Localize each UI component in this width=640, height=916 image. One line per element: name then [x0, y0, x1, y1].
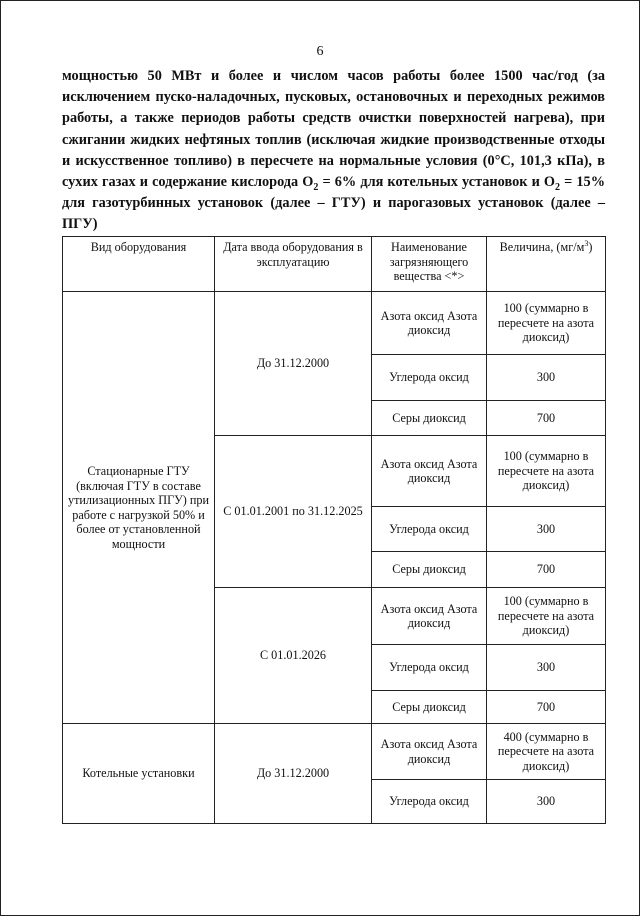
page-number: 6 — [316, 44, 324, 59]
value-cell: 700 — [487, 691, 606, 724]
value-cell: 300 — [487, 645, 606, 691]
commission-date-cell: С 01.01.2026 — [215, 588, 372, 724]
table-row — [63, 292, 606, 355]
intro-subscript-1: 2 — [313, 181, 319, 193]
substance-cell: Углерода оксид — [372, 780, 487, 824]
value-cell: 700 — [487, 401, 606, 436]
substance-cell: Азота оксид Азота диоксид — [372, 588, 487, 645]
substance-cell: Серы диоксид — [372, 691, 487, 724]
header-commission-date: Дата ввода оборудования в эксплуатацию — [215, 237, 372, 292]
commission-date-cell: С 01.01.2001 по 31.12.2025 — [215, 436, 372, 588]
substance-cell: Азота оксид Азота диоксид — [372, 724, 487, 780]
equipment-gtu: Стационарные ГТУ (включая ГТУ в составе утилизационных ПГУ) при работе с нагрузкой 50% и более от установленной мощности — [63, 292, 215, 724]
substance-cell: Углерода оксид — [372, 355, 487, 401]
value-cell: 100 (суммарно в пересчете на азота диоксид) — [487, 292, 606, 355]
value-cell: 100 (суммарно в пересчете на азота диоксид) — [487, 588, 606, 645]
substance-cell: Азота оксид Азота диоксид — [372, 292, 487, 355]
header-pollutant: Наименование загрязняющего вещества <*> — [372, 237, 487, 292]
intro-subscript-2: 2 — [555, 181, 561, 193]
substance-cell: Азота оксид Азота диоксид — [372, 436, 487, 507]
value-cell: 400 (суммарно в пересчете на азота диоксид) — [487, 724, 606, 780]
commission-date-cell: До 31.12.2000 — [215, 724, 372, 824]
intro-text-part3: = 15% для газотурбинных установок (далее – ГТУ) и парогазовых установок (далее – ПГУ) — [62, 174, 605, 233]
equipment-boiler: Котельные установки — [63, 724, 215, 824]
header-equipment-type: Вид оборудования — [63, 237, 215, 292]
intro-paragraph — [62, 66, 605, 236]
header-value: Величина, $(мг/м^3)$ — [487, 237, 606, 292]
value-cell: 300 — [487, 507, 606, 552]
intro-text-part2: = 6% для котельных установок и O — [318, 174, 556, 191]
substance-cell: Серы диоксид — [372, 552, 487, 588]
substance-cell: Углерода оксид — [372, 645, 487, 691]
emission-norms-table — [62, 236, 606, 824]
intro-text-part1: мощностью 50 МВт и более и числом часов работы более 1500 час/год (за исключением пуско-наладочных, пусковых, остановочных и переходных режимов работы, а также периодов работы средств очистки поверхностей нагрева), при сжигании жидких нефтяных топлив (исключая жидкие производственные отходы и искусственное топливо) в пересчете на нормальные условия (0°C, 101,3 кПа), в сухих газах и содержание кислорода O — [62, 68, 605, 191]
value-cell: 300 — [487, 780, 606, 824]
value-cell: 700 — [487, 552, 606, 588]
substance-cell: Серы диоксид — [372, 401, 487, 436]
value-cell: 300 — [487, 355, 606, 401]
table-row — [63, 724, 606, 780]
commission-date-cell: До 31.12.2000 — [215, 292, 372, 436]
substance-cell: Углерода оксид — [372, 507, 487, 552]
value-cell: 100 (суммарно в пересчете на азота диоксид) — [487, 436, 606, 507]
table-header-row — [63, 237, 606, 292]
